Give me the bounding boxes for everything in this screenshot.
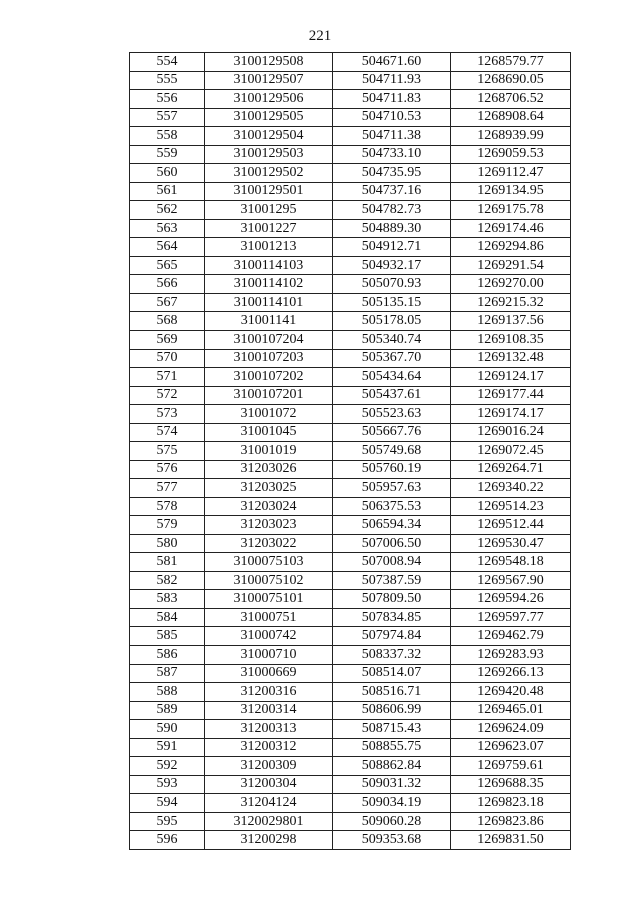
table-row <box>130 738 571 757</box>
table-row <box>130 53 571 72</box>
table-row <box>130 330 571 349</box>
point-number-cell: 594 <box>130 794 205 813</box>
point-number-cell: 571 <box>130 368 205 387</box>
point-number-cell: 555 <box>130 71 205 90</box>
x-coordinate-cell: 504711.93 <box>333 71 451 90</box>
x-coordinate-cell: 508337.32 <box>333 646 451 665</box>
y-coordinate-cell: 1269072.45 <box>451 442 571 461</box>
y-coordinate-cell: 1269759.61 <box>451 757 571 776</box>
y-coordinate-cell: 1269462.79 <box>451 627 571 646</box>
table-row <box>130 831 571 850</box>
table-row <box>130 460 571 479</box>
point-code-cell: 3100129504 <box>205 127 333 146</box>
y-coordinate-cell: 1269512.44 <box>451 516 571 535</box>
point-code-cell: 3100107204 <box>205 330 333 349</box>
y-coordinate-cell: 1269059.53 <box>451 145 571 164</box>
x-coordinate-cell: 505178.05 <box>333 312 451 331</box>
point-number-cell: 575 <box>130 442 205 461</box>
table-row <box>130 219 571 238</box>
table-row <box>130 108 571 127</box>
table-row <box>130 256 571 275</box>
point-number-cell: 567 <box>130 293 205 312</box>
point-code-cell: 31000742 <box>205 627 333 646</box>
point-code-cell: 3120029801 <box>205 812 333 831</box>
x-coordinate-cell: 509031.32 <box>333 775 451 794</box>
table-row <box>130 312 571 331</box>
y-coordinate-cell: 1269108.35 <box>451 330 571 349</box>
point-code-cell: 31203025 <box>205 479 333 498</box>
point-code-cell: 31200298 <box>205 831 333 850</box>
y-coordinate-cell: 1269174.46 <box>451 219 571 238</box>
point-code-cell: 3100129506 <box>205 90 333 109</box>
point-number-cell: 587 <box>130 664 205 683</box>
point-number-cell: 563 <box>130 219 205 238</box>
point-number-cell: 581 <box>130 553 205 572</box>
y-coordinate-cell: 1268908.64 <box>451 108 571 127</box>
x-coordinate-cell: 508514.07 <box>333 664 451 683</box>
table-row <box>130 701 571 720</box>
x-coordinate-cell: 508606.99 <box>333 701 451 720</box>
point-code-cell: 31203024 <box>205 497 333 516</box>
y-coordinate-cell: 1269177.44 <box>451 386 571 405</box>
table-row <box>130 608 571 627</box>
y-coordinate-cell: 1269283.93 <box>451 646 571 665</box>
x-coordinate-cell: 505340.74 <box>333 330 451 349</box>
point-code-cell: 31203023 <box>205 516 333 535</box>
table-row <box>130 775 571 794</box>
point-code-cell: 3100075102 <box>205 571 333 590</box>
table-row <box>130 182 571 201</box>
point-code-cell: 3100107202 <box>205 368 333 387</box>
x-coordinate-cell: 508715.43 <box>333 720 451 739</box>
point-code-cell: 31200312 <box>205 738 333 757</box>
point-number-cell: 569 <box>130 330 205 349</box>
point-code-cell: 31200313 <box>205 720 333 739</box>
y-coordinate-cell: 1269567.90 <box>451 571 571 590</box>
point-number-cell: 564 <box>130 238 205 257</box>
point-number-cell: 585 <box>130 627 205 646</box>
x-coordinate-cell: 507008.94 <box>333 553 451 572</box>
point-code-cell: 31001295 <box>205 201 333 220</box>
y-coordinate-cell: 1269823.86 <box>451 812 571 831</box>
y-coordinate-cell: 1269688.35 <box>451 775 571 794</box>
point-number-cell: 580 <box>130 534 205 553</box>
point-code-cell: 31203022 <box>205 534 333 553</box>
y-coordinate-cell: 1269514.23 <box>451 497 571 516</box>
point-number-cell: 578 <box>130 497 205 516</box>
y-coordinate-cell: 1269137.56 <box>451 312 571 331</box>
point-code-cell: 31000669 <box>205 664 333 683</box>
point-number-cell: 591 <box>130 738 205 757</box>
x-coordinate-cell: 505667.76 <box>333 423 451 442</box>
point-number-cell: 582 <box>130 571 205 590</box>
x-coordinate-cell: 504912.71 <box>333 238 451 257</box>
y-coordinate-cell: 1269294.86 <box>451 238 571 257</box>
y-coordinate-cell: 1268579.77 <box>451 53 571 72</box>
point-code-cell: 31001213 <box>205 238 333 257</box>
table-row <box>130 145 571 164</box>
point-number-cell: 596 <box>130 831 205 850</box>
x-coordinate-cell: 505749.68 <box>333 442 451 461</box>
point-number-cell: 570 <box>130 349 205 368</box>
table-row <box>130 90 571 109</box>
point-number-cell: 557 <box>130 108 205 127</box>
point-code-cell: 31000710 <box>205 646 333 665</box>
table-row <box>130 275 571 294</box>
point-number-cell: 568 <box>130 312 205 331</box>
x-coordinate-cell: 509034.19 <box>333 794 451 813</box>
y-coordinate-cell: 1269831.50 <box>451 831 571 850</box>
point-number-cell: 573 <box>130 405 205 424</box>
point-number-cell: 554 <box>130 53 205 72</box>
point-number-cell: 588 <box>130 683 205 702</box>
point-number-cell: 576 <box>130 460 205 479</box>
point-number-cell: 595 <box>130 812 205 831</box>
x-coordinate-cell: 505523.63 <box>333 405 451 424</box>
x-coordinate-cell: 505957.63 <box>333 479 451 498</box>
point-code-cell: 3100129503 <box>205 145 333 164</box>
table-row <box>130 664 571 683</box>
y-coordinate-cell: 1269175.78 <box>451 201 571 220</box>
x-coordinate-cell: 506375.53 <box>333 497 451 516</box>
x-coordinate-cell: 504782.73 <box>333 201 451 220</box>
point-code-cell: 31200314 <box>205 701 333 720</box>
point-number-cell: 579 <box>130 516 205 535</box>
point-code-cell: 31200316 <box>205 683 333 702</box>
point-number-cell: 593 <box>130 775 205 794</box>
table-row <box>130 553 571 572</box>
point-number-cell: 566 <box>130 275 205 294</box>
x-coordinate-cell: 504932.17 <box>333 256 451 275</box>
y-coordinate-cell: 1269215.32 <box>451 293 571 312</box>
point-number-cell: 592 <box>130 757 205 776</box>
point-number-cell: 590 <box>130 720 205 739</box>
point-number-cell: 572 <box>130 386 205 405</box>
x-coordinate-cell: 505367.70 <box>333 349 451 368</box>
table-row <box>130 571 571 590</box>
point-code-cell: 31204124 <box>205 794 333 813</box>
point-number-cell: 556 <box>130 90 205 109</box>
point-code-cell: 31001019 <box>205 442 333 461</box>
point-number-cell: 565 <box>130 256 205 275</box>
x-coordinate-cell: 504671.60 <box>333 53 451 72</box>
table-row <box>130 683 571 702</box>
point-number-cell: 574 <box>130 423 205 442</box>
point-code-cell: 3100129508 <box>205 53 333 72</box>
table-row <box>130 479 571 498</box>
point-number-cell: 584 <box>130 608 205 627</box>
x-coordinate-cell: 504733.10 <box>333 145 451 164</box>
table-row <box>130 386 571 405</box>
point-number-cell: 589 <box>130 701 205 720</box>
y-coordinate-cell: 1269016.24 <box>451 423 571 442</box>
point-number-cell: 583 <box>130 590 205 609</box>
y-coordinate-cell: 1269420.48 <box>451 683 571 702</box>
y-coordinate-cell: 1269624.09 <box>451 720 571 739</box>
y-coordinate-cell: 1269134.95 <box>451 182 571 201</box>
table-row <box>130 516 571 535</box>
point-code-cell: 3100114101 <box>205 293 333 312</box>
y-coordinate-cell: 1269530.47 <box>451 534 571 553</box>
y-coordinate-cell: 1269594.26 <box>451 590 571 609</box>
y-coordinate-cell: 1269623.07 <box>451 738 571 757</box>
point-number-cell: 558 <box>130 127 205 146</box>
table-row <box>130 720 571 739</box>
x-coordinate-cell: 508855.75 <box>333 738 451 757</box>
table-row <box>130 71 571 90</box>
point-code-cell: 3100107201 <box>205 386 333 405</box>
x-coordinate-cell: 504710.53 <box>333 108 451 127</box>
x-coordinate-cell: 505070.93 <box>333 275 451 294</box>
y-coordinate-cell: 1269548.18 <box>451 553 571 572</box>
y-coordinate-cell: 1269264.71 <box>451 460 571 479</box>
x-coordinate-cell: 507974.84 <box>333 627 451 646</box>
x-coordinate-cell: 505760.19 <box>333 460 451 479</box>
x-coordinate-cell: 505434.64 <box>333 368 451 387</box>
x-coordinate-cell: 504735.95 <box>333 164 451 183</box>
x-coordinate-cell: 505437.61 <box>333 386 451 405</box>
point-number-cell: 559 <box>130 145 205 164</box>
table-row <box>130 238 571 257</box>
y-coordinate-cell: 1269823.18 <box>451 794 571 813</box>
table-row <box>130 646 571 665</box>
coordinates-table <box>129 52 571 850</box>
point-code-cell: 3100114102 <box>205 275 333 294</box>
table-row <box>130 349 571 368</box>
table-row <box>130 201 571 220</box>
point-code-cell: 3100129501 <box>205 182 333 201</box>
point-code-cell: 3100075101 <box>205 590 333 609</box>
y-coordinate-cell: 1269340.22 <box>451 479 571 498</box>
table-row <box>130 497 571 516</box>
y-coordinate-cell: 1268690.05 <box>451 71 571 90</box>
table-row <box>130 293 571 312</box>
point-code-cell: 31001072 <box>205 405 333 424</box>
x-coordinate-cell: 508862.84 <box>333 757 451 776</box>
point-number-cell: 562 <box>130 201 205 220</box>
y-coordinate-cell: 1268706.52 <box>451 90 571 109</box>
point-code-cell: 3100107203 <box>205 349 333 368</box>
y-coordinate-cell: 1269266.13 <box>451 664 571 683</box>
table-row <box>130 368 571 387</box>
page-number: 221 <box>308 28 332 44</box>
table-row <box>130 757 571 776</box>
table-row <box>130 164 571 183</box>
y-coordinate-cell: 1269112.47 <box>451 164 571 183</box>
point-code-cell: 31200309 <box>205 757 333 776</box>
y-coordinate-cell: 1269597.77 <box>451 608 571 627</box>
point-code-cell: 31203026 <box>205 460 333 479</box>
y-coordinate-cell: 1269174.17 <box>451 405 571 424</box>
point-code-cell: 31000751 <box>205 608 333 627</box>
point-code-cell: 3100129507 <box>205 71 333 90</box>
point-code-cell: 31200304 <box>205 775 333 794</box>
y-coordinate-cell: 1268939.99 <box>451 127 571 146</box>
x-coordinate-cell: 506594.34 <box>333 516 451 535</box>
table-row <box>130 590 571 609</box>
x-coordinate-cell: 504711.83 <box>333 90 451 109</box>
point-number-cell: 577 <box>130 479 205 498</box>
x-coordinate-cell: 507834.85 <box>333 608 451 627</box>
y-coordinate-cell: 1269465.01 <box>451 701 571 720</box>
table-row <box>130 405 571 424</box>
point-code-cell: 3100129502 <box>205 164 333 183</box>
table-row <box>130 423 571 442</box>
x-coordinate-cell: 509060.28 <box>333 812 451 831</box>
y-coordinate-cell: 1269291.54 <box>451 256 571 275</box>
table-row <box>130 794 571 813</box>
point-code-cell: 3100129505 <box>205 108 333 127</box>
x-coordinate-cell: 507387.59 <box>333 571 451 590</box>
x-coordinate-cell: 507006.50 <box>333 534 451 553</box>
point-number-cell: 561 <box>130 182 205 201</box>
x-coordinate-cell: 508516.71 <box>333 683 451 702</box>
x-coordinate-cell: 505135.15 <box>333 293 451 312</box>
x-coordinate-cell: 504737.16 <box>333 182 451 201</box>
table-row <box>130 812 571 831</box>
point-code-cell: 31001227 <box>205 219 333 238</box>
point-code-cell: 31001141 <box>205 312 333 331</box>
table-row <box>130 442 571 461</box>
y-coordinate-cell: 1269124.17 <box>451 368 571 387</box>
point-number-cell: 586 <box>130 646 205 665</box>
y-coordinate-cell: 1269132.48 <box>451 349 571 368</box>
point-code-cell: 3100075103 <box>205 553 333 572</box>
x-coordinate-cell: 504711.38 <box>333 127 451 146</box>
table-row <box>130 534 571 553</box>
point-code-cell: 3100114103 <box>205 256 333 275</box>
point-code-cell: 31001045 <box>205 423 333 442</box>
point-number-cell: 560 <box>130 164 205 183</box>
x-coordinate-cell: 504889.30 <box>333 219 451 238</box>
table-row <box>130 127 571 146</box>
table-row <box>130 627 571 646</box>
x-coordinate-cell: 509353.68 <box>333 831 451 850</box>
x-coordinate-cell: 507809.50 <box>333 590 451 609</box>
table-body <box>130 53 571 850</box>
y-coordinate-cell: 1269270.00 <box>451 275 571 294</box>
